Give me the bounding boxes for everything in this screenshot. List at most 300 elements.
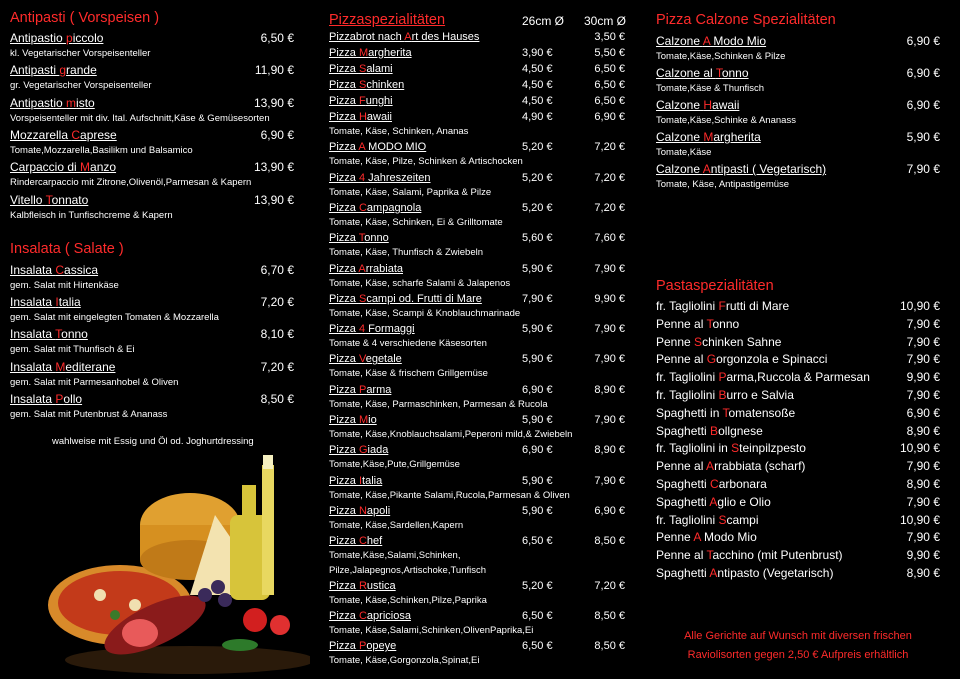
item-description: Tomate, Käse, Thunfisch & Zwiebeln [329, 247, 484, 259]
item-name [10, 327, 88, 341]
item-name [329, 63, 393, 75]
menu-item-row [10, 63, 294, 77]
item-name [329, 505, 390, 517]
item-name-post: talia [362, 474, 383, 487]
pasta-item-row [656, 495, 940, 509]
item-name-post: onno [712, 316, 740, 331]
item-name-post: ntipasto (Vegetarisch) [717, 566, 834, 580]
price-large: 7,90 € [594, 414, 625, 426]
item-name-pre: Insalata [10, 263, 56, 277]
item-name-pre: Pizzabrot nach [329, 31, 405, 43]
item-name-initial: P [55, 391, 64, 406]
menu-item-row [10, 360, 294, 374]
item-name-initial: 4 [358, 171, 366, 184]
item-price: 8,90 € [906, 566, 940, 580]
item-name-initial: G [358, 444, 368, 457]
menu-item-row [10, 160, 294, 174]
item-name-initial: S [718, 512, 727, 527]
menu-item-row [10, 31, 294, 45]
item-name-post: alami [366, 63, 393, 75]
item-name-post: apoli [366, 504, 391, 517]
item-description: gem. Salat mit Putenbrust & Ananass [10, 408, 168, 420]
item-name [329, 31, 479, 43]
item-description: Tomate,Käse & Thunfisch [656, 83, 765, 94]
item-name-pre: fr. Tagliolini [656, 370, 719, 385]
item-name-post: rande [66, 63, 97, 78]
item-name-pre: Penne al [656, 352, 707, 367]
pizza-item-row [329, 232, 625, 244]
price-large: 7,90 € [594, 474, 625, 487]
pasta-heading: Pastaspezialitäten [656, 278, 774, 294]
item-name-initial: C [358, 201, 367, 214]
item-name-post: argherita [368, 47, 412, 59]
price-small: 5,60 € [522, 232, 553, 245]
price-large: 7,20 € [594, 171, 625, 184]
item-name-pre: Penne [656, 530, 694, 545]
pizza-item-row [329, 640, 625, 652]
price-small: 5,20 € [522, 141, 553, 154]
item-name [329, 79, 404, 91]
item-name-pre: fr. Tagliolini [656, 299, 719, 313]
price-small: 6,90 € [522, 383, 553, 396]
item-name [656, 566, 833, 580]
item-price: 10,90 € [899, 441, 940, 456]
price-small: 5,20 € [522, 201, 553, 214]
item-name-post: arbonara [718, 477, 767, 491]
menu-item-row [10, 128, 294, 142]
item-name-pre: Pizza [329, 201, 359, 214]
item-name-pre: Pizza [329, 474, 359, 487]
item-price: 13,90 € [253, 160, 294, 175]
pizza-item-row [329, 353, 625, 365]
item-name-post: isto [76, 95, 95, 110]
item-name-pre: Mozzarella [10, 127, 72, 142]
pizza-item-row [329, 31, 625, 43]
pasta-item-row [656, 335, 940, 349]
item-name-post: awaii [712, 98, 740, 112]
item-name-pre: Antipasti [10, 63, 60, 78]
menu-item-row [10, 295, 294, 309]
item-name-post: omatensoße [728, 405, 796, 420]
item-name [656, 548, 843, 562]
price-small: 5,90 € [522, 323, 553, 336]
item-name [10, 96, 95, 110]
price-large: 6,50 € [594, 95, 625, 107]
item-name-post: teinpilzpesto [739, 441, 806, 456]
item-name [329, 640, 396, 652]
price-small: 5,90 € [522, 504, 553, 517]
price-small: 7,90 € [522, 292, 553, 305]
item-price: 6,50 € [260, 31, 294, 45]
item-name-post: ustica [366, 579, 396, 592]
item-name-initial: C [358, 535, 367, 548]
item-name-initial: M [703, 130, 714, 144]
item-name-initial: P [358, 640, 367, 653]
pizza-item-row [329, 444, 625, 456]
pasta-item-row [656, 513, 940, 527]
item-price: 6,70 € [260, 263, 294, 277]
item-description: gr. Vegetarischer Vorspeisenteller [10, 80, 152, 92]
item-description: Tomate & 4 verschiedene Käsesorten [329, 338, 487, 350]
pizza-item-row [329, 111, 625, 123]
item-name-post: apriciosa [366, 610, 411, 622]
item-name-pre: Pizza [329, 535, 359, 548]
calzone-heading: Pizza Calzone Spezialitäten [656, 12, 836, 28]
price-small: 5,90 € [522, 474, 553, 487]
item-name-post: campi od. Frutti di Mare [366, 292, 482, 305]
item-name [656, 98, 739, 112]
item-name-pre: Insalata [10, 295, 56, 310]
item-name [656, 352, 827, 366]
item-description: Tomate, Käse,Gorgonzola,Spinat,Ei [329, 655, 480, 667]
item-name [329, 141, 426, 153]
pizza-item-row [329, 610, 625, 622]
item-price: 8,90 € [906, 477, 940, 491]
size-large-label: 30cm Ø [584, 14, 627, 28]
item-description: Tomate, Käse,Salami,Schinken,OlivenPaprika,Ei [329, 625, 534, 636]
price-large: 7,20 € [594, 579, 625, 592]
item-name [329, 384, 391, 396]
item-price: 6,90 € [260, 127, 294, 142]
item-description: Tomate, Käse,Sardellen,Kapern [329, 519, 464, 531]
item-name [10, 392, 82, 406]
item-name-pre: Penne al [656, 316, 707, 331]
item-name [656, 335, 781, 349]
item-name-initial: G [706, 352, 717, 367]
menu-item-row [10, 392, 294, 406]
item-name-pre: Pizza [329, 292, 359, 305]
item-name-post: egetale [365, 353, 402, 366]
menu-item-row [10, 327, 294, 341]
price-large: 6,90 € [594, 504, 625, 517]
item-name-initial: S [731, 441, 740, 456]
item-description: Tomate,Käse,Salami,Schinken, [329, 550, 461, 562]
item-name-post: argherita [713, 130, 761, 144]
insalata-heading: Insalata ( Salate ) [10, 241, 124, 257]
pizza-item-row [329, 414, 625, 426]
item-name [656, 162, 826, 176]
item-name-initial: B [710, 423, 719, 438]
price-small: 4,50 € [522, 63, 553, 75]
item-name-post: onno [721, 66, 749, 80]
item-name-pre: Pizza [329, 141, 359, 154]
item-name-pre: fr. Tagliolini [656, 388, 719, 402]
item-price: 11,90 € [254, 63, 294, 78]
price-small: 5,20 € [522, 171, 553, 184]
item-name-post: ollo [63, 391, 83, 406]
item-name-post: assica [64, 263, 99, 277]
item-name-pre: Pizza [329, 504, 359, 517]
item-name-initial: 4 [358, 323, 366, 336]
item-price: 7,90 € [906, 494, 940, 509]
item-description: Tomate, Käse, Schinken, Ei & Grilltomate [329, 216, 503, 228]
item-name-pre: Pizza [329, 383, 359, 396]
item-name [656, 370, 870, 384]
item-price: 10,90 € [899, 299, 940, 313]
item-name-post: Modo Mio [710, 34, 767, 48]
item-price: 7,90 € [906, 459, 940, 474]
item-name-initial: A [404, 31, 412, 43]
item-description: Tomate, Käse, scharfe Salami & Jalapenos [329, 277, 511, 289]
item-name [10, 360, 115, 374]
item-name [329, 444, 388, 456]
item-name [329, 232, 389, 244]
item-name-initial: T [55, 327, 62, 342]
item-name-post: rrabbiata (scharf) [714, 459, 806, 474]
item-name-initial: M [358, 414, 369, 426]
price-small: 5,90 € [522, 353, 553, 366]
item-name-pre: Insalata [10, 391, 56, 406]
item-name-pre: Vitello [10, 192, 46, 207]
item-name-post: arma,Ruccola & Parmesan [726, 370, 870, 385]
item-name-pre: Calzone [656, 162, 703, 176]
item-name-post: editerane [65, 359, 116, 374]
item-name-initial: T [45, 192, 52, 207]
price-large: 7,20 € [594, 201, 625, 214]
item-name-initial: M [55, 359, 66, 374]
item-name-post: onno [364, 232, 389, 245]
item-name-post: onno [61, 327, 88, 342]
item-name-initial: A [358, 141, 366, 154]
footer-line-2: Raviolisorten gegen 2,50 € Aufpreis erhältlich [687, 649, 909, 661]
pizza-item-row [329, 323, 625, 335]
price-large: 8,50 € [594, 640, 625, 653]
item-name [10, 295, 81, 309]
item-name-pre: Antipastio [10, 31, 67, 45]
item-name-initial: P [358, 383, 367, 396]
item-price: 7,90 € [906, 530, 940, 545]
menu-item-row [656, 66, 940, 80]
item-price: 9,90 € [906, 370, 940, 385]
item-name-post: acchino (mit Putenbrust) [712, 548, 843, 563]
pasta-item-row [656, 352, 940, 366]
item-name-initial: A [702, 162, 711, 176]
item-name-pre: Pizza [329, 610, 359, 622]
item-name-pre: Antipastio [10, 95, 67, 110]
item-name-initial: I [55, 295, 59, 310]
pizza-item-row [329, 535, 625, 547]
item-name-initial: T [358, 232, 365, 245]
item-name-post: anzo [90, 160, 117, 175]
item-name-pre: Pizza [329, 414, 359, 426]
pasta-item-row [656, 566, 940, 580]
item-name [329, 323, 415, 335]
item-name-initial: T [722, 405, 729, 420]
pasta-item-row [656, 299, 940, 313]
pizza-item-row [329, 95, 625, 107]
item-name-initial: C [710, 477, 719, 491]
item-name-pre: Spaghetti in [656, 405, 723, 420]
item-name [656, 530, 757, 544]
pasta-item-row [656, 370, 940, 384]
item-price: 7,90 € [906, 316, 940, 331]
price-large: 7,90 € [594, 353, 625, 366]
price-large: 6,50 € [594, 63, 625, 75]
item-price: 7,20 € [260, 359, 294, 374]
item-name [329, 610, 411, 622]
item-name-pre: Penne [656, 334, 695, 349]
item-name-pre: Pizza [329, 262, 359, 275]
item-name-initial: A [709, 566, 718, 580]
item-name [329, 293, 482, 305]
item-name-post: ollgnese [718, 423, 763, 438]
item-name-pre: Calzone [656, 98, 704, 112]
item-name-post: arma [366, 383, 392, 396]
item-price: 7,90 € [906, 352, 940, 367]
item-name-initial: A [693, 530, 701, 545]
item-name-pre: Calzone al [656, 66, 716, 80]
item-name-pre: Spaghetti [656, 423, 711, 438]
item-name-initial: M [358, 47, 369, 59]
pasta-item-row [656, 477, 940, 491]
item-description: kl. Vegetarischer Vorspeisenteller [10, 48, 151, 59]
item-name-initial: F [358, 95, 366, 107]
item-price: 7,90 € [906, 334, 940, 349]
item-name-initial: p [66, 31, 73, 45]
item-description: Rindercarpaccio mit Zitrone,Olivenöl,Parmesan & Kapern [10, 177, 252, 189]
item-name [656, 299, 789, 313]
item-name-pre: fr. Tagliolini in [656, 441, 732, 456]
item-name-post: onnato [51, 192, 89, 207]
item-description: Vorspeisenteller mit div. Ital. Aufschnitt,Käse & Gemüsesorten [10, 112, 270, 124]
item-name [329, 580, 396, 592]
item-description: Tomate,Käse,Schinken & Pilze [656, 51, 786, 62]
item-price: 10,90 € [899, 512, 940, 527]
item-name-initial: T [715, 66, 722, 80]
price-large: 8,90 € [594, 383, 625, 396]
item-name-initial: g [59, 63, 67, 78]
item-name [656, 34, 766, 48]
item-description: Tomate, Käse, Salami, Paprika & Pilze [329, 186, 492, 198]
item-name-pre: Pizza [329, 579, 359, 592]
menu-item-row [656, 34, 940, 48]
item-name-initial: C [358, 610, 367, 622]
price-small: 4,50 € [522, 95, 553, 107]
menu-item-row [10, 193, 294, 207]
pizza-item-row [329, 293, 625, 305]
food-illustration [40, 455, 310, 675]
dressing-note: wahlweise mit Essig und Öl od. Joghurtdressing [52, 436, 254, 447]
item-description: gem. Salat mit eingelegten Tomaten & Mozzarella [10, 312, 219, 324]
item-name-pre: Spaghetti [656, 566, 710, 580]
price-large: 7,60 € [594, 232, 625, 245]
item-name-pre: Calzone [656, 34, 703, 48]
item-name [329, 47, 412, 59]
item-name-post: glio e Olio [717, 494, 771, 509]
menu-item-row [656, 98, 940, 112]
pizza-item-row [329, 384, 625, 396]
item-name-pre: Pizza [329, 47, 359, 59]
price-small: 5,90 € [522, 414, 553, 426]
item-name [656, 406, 795, 420]
item-name [656, 388, 794, 402]
price-small: 4,50 € [522, 79, 553, 91]
pizza-item-row [329, 172, 625, 184]
item-name [656, 513, 759, 527]
item-name-initial: B [718, 388, 727, 402]
item-name-initial: C [71, 127, 81, 142]
pasta-item-row [656, 424, 940, 438]
item-name [329, 414, 377, 426]
pizza-item-row [329, 79, 625, 91]
item-name-pre: Pizza [329, 95, 359, 107]
item-name-post: chinken Sahne [702, 334, 782, 349]
item-name [656, 130, 761, 144]
item-price: 9,90 € [906, 548, 940, 563]
pizza-heading: Pizzaspezialitäten [329, 12, 446, 28]
price-large: 8,50 € [594, 535, 625, 548]
menu-item-row [656, 162, 940, 176]
item-name-pre: Pizza [329, 171, 359, 184]
item-description: Tomate,Käse,Schinke & Ananass [656, 115, 796, 126]
item-name [10, 63, 97, 77]
item-description: gem. Salat mit Thunfisch & Ei [10, 344, 135, 356]
price-large: 7,20 € [594, 141, 625, 154]
pizza-item-row [329, 263, 625, 275]
item-name-post: io [368, 414, 377, 426]
item-description: Tomate, Käse,Schinken,Pilze,Paprika [329, 594, 487, 606]
item-name-initial: I [358, 474, 363, 487]
item-name [10, 160, 116, 174]
item-name-post: hef [366, 535, 383, 548]
item-name-pre: Calzone [656, 130, 704, 144]
item-name-initial: V [358, 353, 366, 366]
item-name-initial: S [358, 79, 367, 91]
menu-item-row [10, 96, 294, 110]
price-small: 6,90 € [522, 444, 553, 457]
item-name-initial: C [55, 263, 65, 277]
item-name [656, 495, 771, 509]
item-name-post: rt des Hauses [411, 31, 480, 43]
item-name-post: campi [726, 512, 759, 527]
pasta-item-row [656, 548, 940, 562]
item-name [10, 263, 98, 277]
item-name [10, 31, 103, 45]
item-name-initial: T [706, 548, 713, 563]
price-large: 9,90 € [594, 292, 625, 305]
item-name-post: chinken [366, 79, 405, 91]
item-name-post: awaii [366, 111, 392, 123]
item-name [656, 66, 749, 80]
item-name-initial: A [706, 459, 715, 474]
item-description: Tomate, Käse,Pikante Salami,Rucola,Parmesan & Oliven [329, 489, 570, 501]
item-name [329, 111, 392, 123]
price-large: 8,90 € [594, 444, 625, 457]
item-description: Tomate,Käse [656, 147, 712, 158]
item-name-initial: S [358, 292, 367, 305]
item-name-pre: Pizza [329, 323, 359, 336]
item-name-pre: Insalata [10, 359, 56, 374]
item-name-initial: A [358, 262, 366, 275]
item-name-initial: A [702, 34, 711, 48]
item-name [10, 193, 88, 207]
pasta-item-row [656, 459, 940, 473]
pizza-item-row [329, 580, 625, 592]
item-price: 8,10 € [260, 327, 294, 342]
item-name [329, 172, 431, 184]
item-name [329, 202, 421, 214]
item-name [329, 535, 382, 547]
item-name-pre: Pizza [329, 353, 359, 366]
price-large: 3,50 € [594, 31, 625, 43]
price-large: 5,50 € [594, 47, 625, 59]
price-small: 6,50 € [522, 640, 553, 653]
item-name-post: Formaggi [365, 323, 415, 336]
pasta-item-row [656, 530, 940, 544]
item-name-pre: Spaghetti [656, 494, 710, 509]
item-name [329, 263, 403, 275]
item-price: 6,90 € [906, 405, 940, 420]
